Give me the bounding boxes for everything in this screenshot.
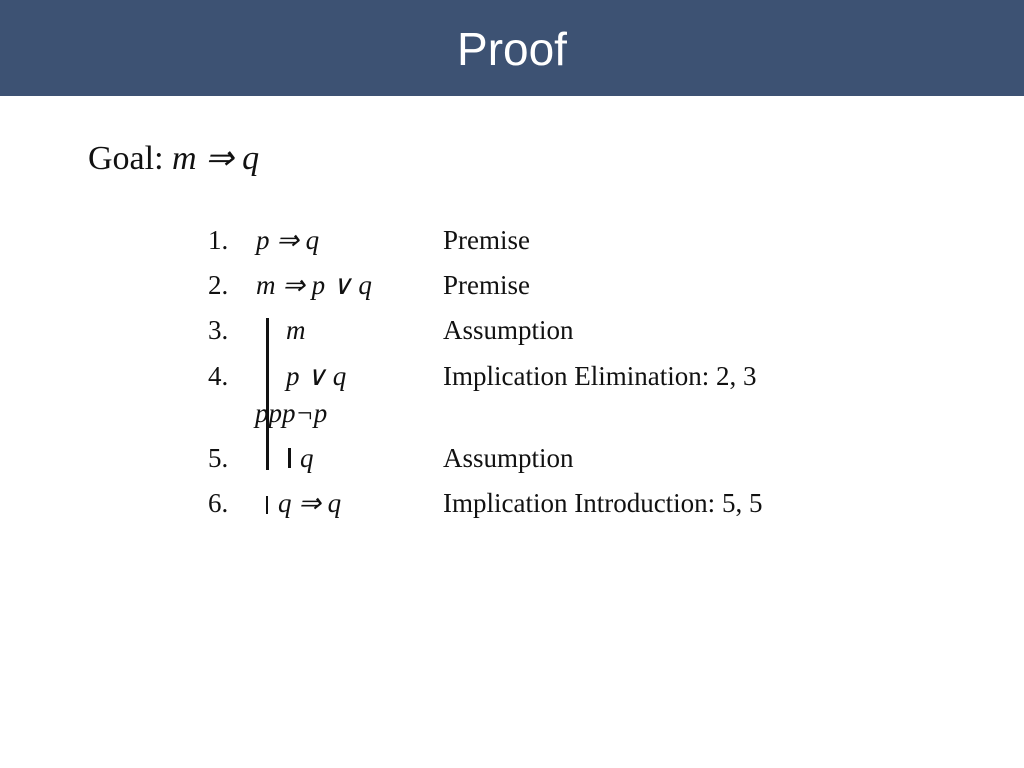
subproof-bar bbox=[266, 318, 269, 470]
goal-label: Goal: bbox=[88, 140, 164, 177]
line-6-number: 6. bbox=[208, 488, 229, 518]
line-1-formula: p ⇒ q bbox=[256, 225, 320, 255]
nested-subproof-bar bbox=[288, 448, 291, 468]
line-1-number: 1. bbox=[208, 225, 229, 255]
line-1-justification: Premise bbox=[443, 225, 530, 255]
line-5-number: 5. bbox=[208, 443, 229, 473]
slide-title: Proof bbox=[457, 23, 567, 75]
line-5-formula: q bbox=[300, 443, 314, 473]
line-4-formula: p ∨ q bbox=[286, 361, 347, 391]
line-2-number: 2. bbox=[208, 270, 229, 300]
line-3-formula: m bbox=[286, 315, 306, 345]
goal-statement bbox=[88, 138, 259, 180]
line-2-justification: Premise bbox=[443, 270, 530, 300]
line-6-justification: Implication Introduction: 5, 5 bbox=[443, 488, 763, 518]
conclusion-bar bbox=[266, 496, 268, 514]
line-5-justification: Assumption bbox=[443, 443, 574, 473]
title-bar bbox=[0, 0, 1024, 96]
stray-formula-text: ppp¬p bbox=[255, 398, 328, 428]
line-3-justification: Assumption bbox=[443, 315, 574, 345]
line-4-justification: Implication Elimination: 2, 3 bbox=[443, 361, 757, 391]
line-4-number: 4. bbox=[208, 361, 229, 391]
line-2-formula: m ⇒ p ∨ q bbox=[256, 270, 372, 300]
line-3-number: 3. bbox=[208, 315, 229, 345]
line-6-formula: q ⇒ q bbox=[278, 488, 342, 518]
goal-formula: m ⇒ q bbox=[172, 140, 260, 177]
